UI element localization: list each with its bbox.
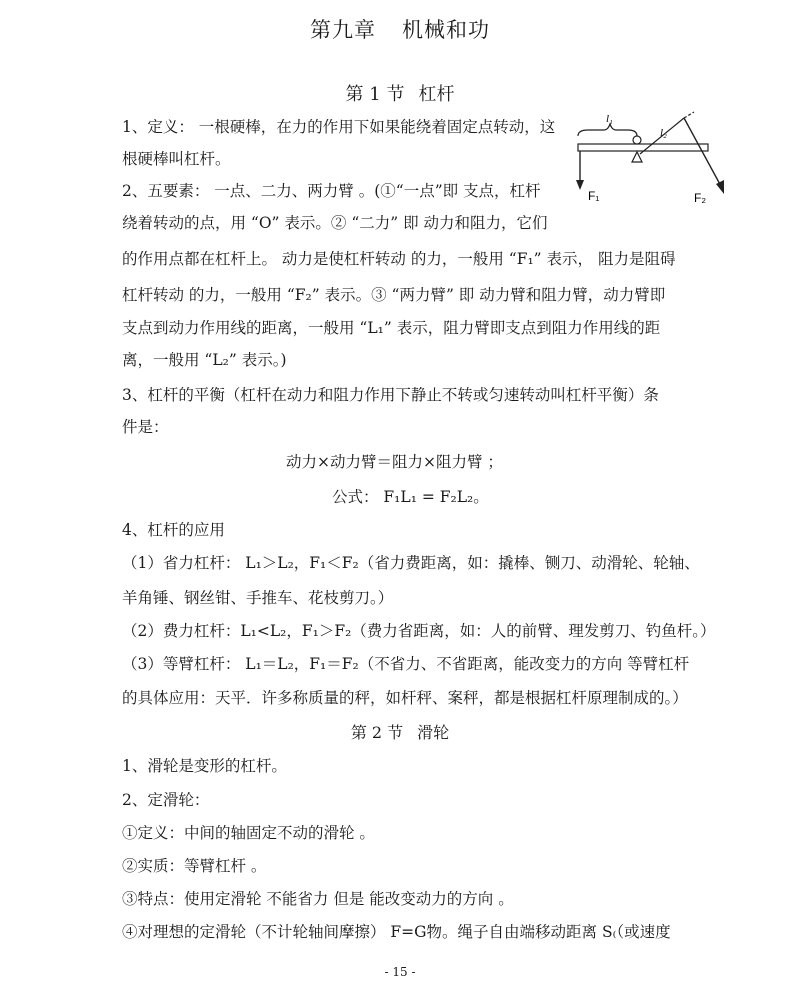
force-f2-arrow	[684, 118, 724, 194]
line-force-saving-examples: 羊角锤、钢丝钳、手推车、花枝剪刀。）	[122, 589, 394, 607]
line-fixed-essence: ②实质：等臂杠杆 。	[122, 857, 267, 875]
section-1-heading	[0, 80, 800, 106]
line-fixed-pulley: 2、定滑轮：	[122, 791, 210, 809]
force-f1-label: F₁	[588, 189, 600, 203]
line-equal-arm-examples: 的具体应用：天平．许多称质量的秤，如杆秤、案秤，都是根据杠杆原理制成的。）	[122, 689, 688, 707]
line-equal-arm-lever: （3）等臂杠杆： L₁＝L₂，F₁＝F₂（不省力、不省距离，能改变力的方向 等臂杠杆	[122, 655, 690, 673]
section-1-number: 第 1 节	[345, 84, 405, 105]
line-fixed-feature: ③特点：使用定滑轮 不能省力 但是 能改变动力的方向 。	[122, 890, 514, 908]
page-number: - 15 -	[384, 965, 416, 979]
line-definition-cont: 根硬棒叫杠杆。	[122, 150, 231, 168]
line-definition: 1、定义： 一根硬棒，在力的作用下如果能绕着固定点转动，这	[122, 118, 556, 136]
line-five-elements-3: 的作用点都在杠杆上。 动力是使杠杆转动 的力，一般用 “F₁” 表示， 阻力是阻碍	[122, 250, 676, 268]
section-2-number: 第 2 节	[350, 723, 404, 742]
line-five-elements-5: 支点到动力作用线的距离，一般用 “L₁” 表示，阻力臂即支点到阻力作用线的距	[122, 319, 661, 337]
force-f2-label: F₂	[694, 191, 706, 205]
arm-l2-label: l₂	[660, 127, 667, 139]
line-balance-cont: 件是：	[122, 418, 169, 436]
line-pulley-lever: 1、滑轮是变形的杠杆。	[122, 757, 287, 775]
chapter-number: 第九章	[310, 18, 376, 42]
line-force-saving-lever: （1）省力杠杆： L₁＞L₂，F₁＜F₂（省力费距离，如：撬棒、铡刀、动滑轮、轮轴、	[122, 554, 700, 572]
force-f1-arrow	[576, 151, 584, 190]
balance-equation: 动力×动力臂＝阻力×阻力臂 ；	[286, 453, 503, 471]
line-fixed-definition: ①定义：中间的轴固定不动的滑轮 。	[122, 824, 375, 842]
chapter-title: 机械和功	[402, 18, 490, 42]
line-five-elements-4: 杠杆转动 的力，一般用 “F₂” 表示。③ “两力臂” 即 动力臂和阻力臂，动力臂即	[122, 286, 666, 304]
balance-formula: 公式： F₁L₁ = F₂L₂。	[332, 488, 489, 506]
arm-l1-brace	[578, 124, 637, 136]
line-applications: 4、杠杆的应用	[122, 521, 225, 539]
lever-bar	[578, 144, 708, 151]
line-ideal-fixed-pulley: ④对理想的定滑轮（不计轮轴间摩擦） F=G物。绳子自由端移动距离 S₍（或速度	[122, 923, 671, 941]
line-five-elements: 2、五要素： 一点、二力、两力臂 。(①“一点”即 支点，杠杆	[122, 182, 541, 200]
arm-l1-label: l₁	[606, 113, 613, 125]
line-balance: 3、杠杆的平衡（杠杆在动力和阻力作用下静止不转或匀速转动叫杠杆平衡）条	[122, 386, 659, 404]
lever-diagram	[566, 106, 738, 212]
line-five-elements-6: 离，一般用 “L₂” 表示。)	[122, 351, 287, 369]
line-five-elements-2: 绕着转动的点，用 “O” 表示。② “二力” 即 动力和阻力，它们	[122, 214, 548, 232]
section-2-title: 滑轮	[417, 723, 450, 742]
section-1-title: 杠杆	[418, 84, 455, 105]
section-2-heading	[0, 720, 800, 743]
chapter-heading	[0, 14, 800, 44]
line-effort-lever: （2）费力杠杆：L₁<L₂，F₁＞F₂（费力省距离，如：人的前臂、理发剪刀、钓鱼杆。）	[122, 622, 716, 640]
